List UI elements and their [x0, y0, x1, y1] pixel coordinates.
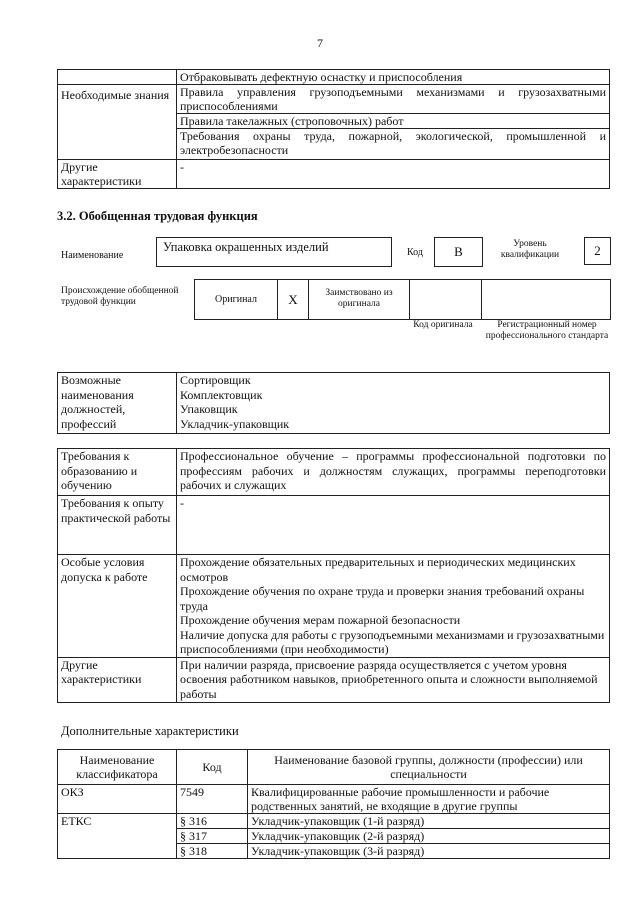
row-label: Другие характеристики — [58, 160, 177, 189]
table-cell: Правила такелажных (строповочных) работ — [177, 114, 610, 129]
list-item: Прохождение обучения мерам пожарной безопасности — [180, 613, 461, 627]
row-label: Требования к опыту практической работы — [58, 496, 177, 555]
table-header-row — [58, 750, 610, 785]
table-row — [58, 160, 610, 189]
requirements-table — [57, 448, 610, 703]
column-header: Наименование классификатора — [58, 750, 177, 785]
code-cell: § 318 — [177, 844, 248, 859]
list-item: Прохождение обучения по охране труда и проверки знания требований охраны труда — [180, 584, 585, 613]
table-row — [58, 449, 610, 496]
column-header: Наименование базовой группы, должности (профессии) или специальности — [248, 750, 610, 785]
origin-label: Происхождение обобщенной трудовой функции — [61, 286, 179, 307]
table-row — [58, 496, 610, 555]
table-row — [58, 785, 610, 814]
list-item: Комплектовщик — [180, 387, 263, 402]
table-cell: Отбраковывать дефектную оснастку и приспособления — [177, 70, 610, 85]
classifier-cell: ОКЗ — [58, 785, 177, 814]
list-item: Сортировщик — [180, 373, 251, 387]
positions-list — [177, 373, 610, 434]
section-heading: 3.2. Обобщенная трудовая функция — [57, 209, 258, 223]
page-number: 7 — [317, 36, 323, 50]
name-cell: Укладчик-упаковщик (1-й разряд) — [248, 814, 610, 829]
reg-number-label: Регистрационный номер профессионального стандарта — [485, 320, 609, 341]
origin-table — [194, 279, 611, 320]
table-row — [58, 85, 610, 114]
list-item: Прохождение обязательных предварительных и периодических медицинских осмотров — [180, 555, 576, 584]
positions-table — [57, 372, 610, 434]
code-cell: 7549 — [177, 785, 248, 814]
name-label: Наименование — [61, 250, 124, 261]
table-cell: Требования охраны труда, пожарной, экологической, промышленной и электробезопасности — [177, 129, 610, 160]
table-cell: Профессиональное обучение – программы профессиональной подготовки по профессиям рабочих и должностям служащих, программы переподготовки рабочих и служащих — [177, 449, 610, 496]
code-value: B — [434, 237, 483, 267]
level-value: 2 — [584, 237, 611, 265]
list-item: Наличие допуска для работы с грузоподъемными механизмами и грузозахватными приспособлениями (при необходимости) — [180, 627, 605, 656]
borrowed-label: Заимствовано из оригинала — [309, 280, 410, 320]
column-header: Код — [177, 750, 248, 785]
table-cell: При наличии разряда, присвоение разряда осуществляется с учетом уровня освоения работником навыков, приобретенного опыта и сложности выполняемой работы — [177, 657, 610, 702]
additional-heading: Дополнительные характеристики — [61, 724, 239, 738]
level-label: Уровень квалификации — [500, 239, 560, 260]
table-cell: Правила управления грузоподъемными механизмами и грузозахватными приспособлениями — [177, 85, 610, 114]
name-value: Упаковка окрашенных изделий — [156, 237, 392, 267]
table-cell: - — [177, 496, 610, 555]
name-cell: Квалифицированные рабочие промышленности и рабочие родственных занятий, не входящие в другие группы — [248, 785, 610, 814]
row-label: Другие характеристики — [58, 657, 177, 702]
code-label: Код — [407, 247, 423, 258]
code-cell: § 317 — [177, 829, 248, 844]
original-mark: X — [278, 280, 309, 320]
table-cell — [177, 555, 610, 658]
original-label: Оригинал — [195, 280, 278, 320]
row-label: Требования к образованию и обучению — [58, 449, 177, 496]
table-row — [58, 657, 610, 702]
name-cell: Укладчик-упаковщик (2-й разряд) — [248, 829, 610, 844]
positions-label: Возможные наименования должностей, профессий — [58, 373, 177, 434]
table-row — [58, 70, 610, 85]
skills-table — [57, 69, 610, 189]
table-cell: - — [177, 160, 610, 189]
code-original-label: Код оригинала — [413, 320, 473, 330]
list-item: Укладчик-упаковщик — [180, 416, 290, 431]
classifier-cell: ЕТКС — [58, 814, 177, 859]
list-item: Упаковщик — [180, 402, 238, 416]
row-label: Особые условия допуска к работе — [58, 555, 177, 658]
code-cell: § 316 — [177, 814, 248, 829]
name-cell: Укладчик-упаковщик (3-й разряд) — [248, 844, 610, 859]
classifiers-table — [57, 749, 610, 859]
table-row — [195, 280, 611, 320]
row-label: Необходимые знания — [58, 85, 177, 160]
table-row — [58, 373, 610, 434]
table-row — [58, 555, 610, 658]
table-row — [58, 814, 610, 829]
